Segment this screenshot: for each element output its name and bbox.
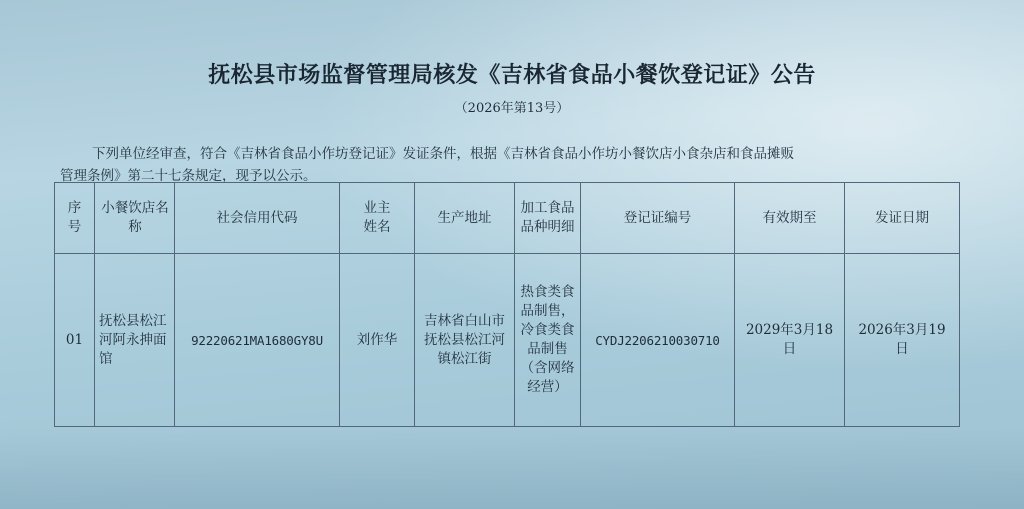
notice-title: 抚松县市场监督管理局核发《吉林省食品小餐饮登记证》公告: [208, 63, 816, 88]
notice-intro: [60, 143, 960, 187]
header-valid-until: 有效期至: [735, 183, 845, 254]
header-issue-date: 发证日期: [845, 183, 960, 254]
header-seq: 序号: [55, 183, 95, 254]
cell-seq: 01: [55, 254, 95, 427]
cell-owner: 刘作华: [340, 254, 415, 427]
cell-category: 热食类食品制售，冷食类食品制售（含网络经营）: [515, 254, 581, 427]
header-address: 生产地址: [415, 183, 515, 254]
cell-name: 抚松县松江河阿永抻面馆: [95, 254, 175, 427]
table-header-row: [55, 183, 960, 254]
registration-table: [54, 182, 960, 427]
table-row: [55, 254, 960, 427]
intro-text-1: 下列单位经审查，符合《吉林省食品小作坊登记证》发证条件，根据《吉林省食品小作坊小餐饮店小食杂店和食品摊贩: [92, 146, 794, 162]
header-cert-no: 登记证编号: [581, 183, 735, 254]
header-credit-code: 社会信用代码: [175, 183, 340, 254]
cell-address: 吉林省白山市抚松县松江河镇松江街: [415, 254, 515, 427]
page-shadow: [0, 429, 1024, 509]
header-owner: 业主姓名: [340, 183, 415, 254]
intro-line-1: [60, 143, 960, 165]
cell-valid-until: 2029年3月18日: [735, 254, 845, 427]
header-category: 加工食品品种明细: [515, 183, 581, 254]
cell-credit-code: 92220621MA1680GY8U: [175, 254, 340, 427]
cell-issue-date: 2026年3月19日: [845, 254, 960, 427]
header-name: 小餐饮店名称: [95, 183, 175, 254]
notice-number: （2026年第13号）: [454, 101, 570, 116]
intro-line-2: 管理条例》第二十七条规定，现予以公示。: [60, 168, 317, 184]
cell-cert-no: CYDJ2206210030710: [581, 254, 735, 427]
